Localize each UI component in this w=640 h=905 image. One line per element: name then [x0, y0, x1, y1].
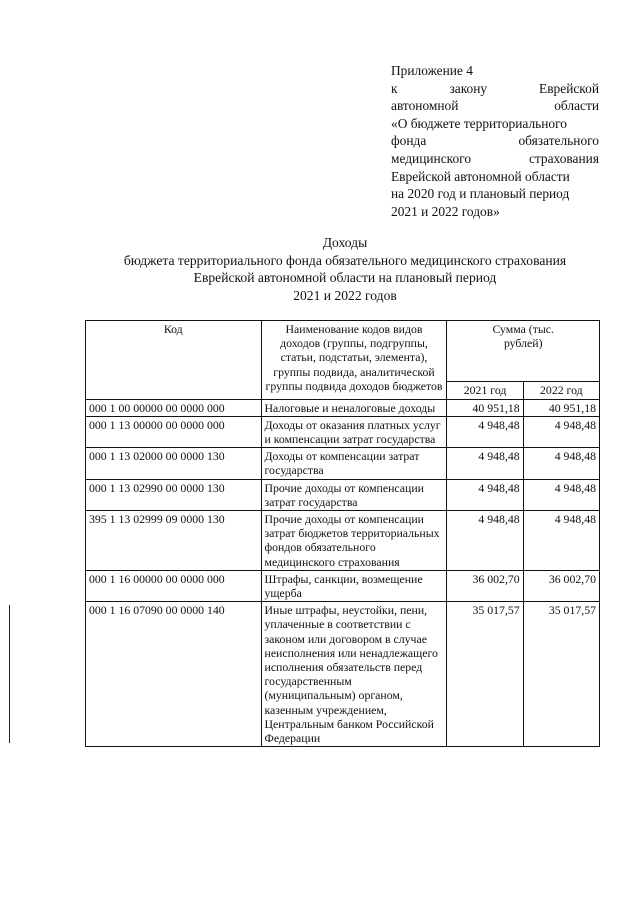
income-name: Прочие доходы от компенсации затрат государства [261, 479, 447, 510]
amount-2021: 4 948,48 [447, 448, 523, 479]
header-year-2021: 2021 год [447, 382, 523, 399]
appendix-block [391, 62, 599, 220]
table-row [86, 416, 600, 447]
income-code: 000 1 16 00000 00 0000 000 [86, 570, 262, 601]
appendix-line: «О бюджете территориального [391, 115, 567, 131]
amount-2021: 4 948,48 [447, 479, 523, 510]
income-code: 000 1 16 07090 00 0000 140 [86, 602, 262, 747]
title-line: бюджета территориального фонда обязательного медицинского страхования [123, 252, 567, 268]
header-sum: Сумма (тыс. рублей) [447, 321, 600, 382]
appendix-line: на 2020 год и плановый период [391, 186, 570, 202]
amount-2022: 36 002,70 [523, 570, 599, 601]
appendix-line: фонда обязательного [391, 133, 599, 149]
appendix-line: Еврейской автономной области [391, 168, 570, 184]
amount-2022: 4 948,48 [523, 511, 599, 571]
header-name: Наименование кодов видов доходов (группы, подгруппы, статьи, подстатьи, элемента), группы подвида, аналитической группы подвида доходов бюджетов [261, 321, 447, 400]
amount-2022: 40 951,18 [523, 399, 599, 416]
appendix-line: Приложение 4 [391, 63, 473, 78]
title-line: 2021 и 2022 годов [293, 287, 397, 303]
amount-2021: 36 002,70 [447, 570, 523, 601]
header-code: Код [86, 321, 262, 400]
income-name: Доходы от компенсации затрат государства [261, 448, 447, 479]
table-row [86, 399, 600, 416]
appendix-line: медицинского страхования [391, 150, 599, 166]
title-line: Еврейской автономной области на плановый период [193, 270, 497, 285]
amount-2022: 4 948,48 [523, 416, 599, 447]
document-title [80, 234, 610, 304]
income-code: 000 1 00 00000 00 0000 000 [86, 399, 262, 416]
header-year-2022: 2022 год [523, 382, 599, 399]
amount-2022: 4 948,48 [523, 448, 599, 479]
margin-line [9, 605, 10, 743]
amount-2022: 4 948,48 [523, 479, 599, 510]
income-name: Прочие доходы от компенсации затрат бюджетов территориальных фондов обязательного медицинского страхования [261, 511, 447, 571]
income-name: Штрафы, санкции, возмещение ущерба [261, 570, 447, 601]
income-name: Налоговые и неналоговые доходы [261, 399, 447, 416]
income-code: 000 1 13 02990 00 0000 130 [86, 479, 262, 510]
appendix-line: 2021 и 2022 годов» [391, 203, 500, 219]
table-header-row [86, 321, 600, 382]
table-row [86, 448, 600, 479]
amount-2021: 35 017,57 [447, 602, 523, 747]
income-code: 000 1 13 00000 00 0000 000 [86, 416, 262, 447]
income-name: Иные штрафы, неустойки, пени, уплаченные в соответствии с законом или договором в случае неисполнения или ненадлежащего исполнения обязательств перед государственным (муниципальным) органом, казенным учреждением, Центральным банком Российской Федерации [261, 602, 447, 747]
table-row [86, 479, 600, 510]
amount-2021: 4 948,48 [447, 511, 523, 571]
amount-2022: 35 017,57 [523, 602, 599, 747]
title-line: Доходы [322, 235, 368, 250]
table-row [86, 511, 600, 571]
income-code: 395 1 13 02999 09 0000 130 [86, 511, 262, 571]
income-table [85, 320, 600, 747]
table-row [86, 602, 600, 747]
amount-2021: 4 948,48 [447, 416, 523, 447]
income-name: Доходы от оказания платных услуг и компенсации затрат государства [261, 416, 447, 447]
amount-2021: 40 951,18 [447, 399, 523, 416]
appendix-line: к закону Еврейской [391, 80, 599, 96]
table-body [86, 399, 600, 747]
appendix-line: автономной области [391, 98, 599, 114]
income-code: 000 1 13 02000 00 0000 130 [86, 448, 262, 479]
table-row [86, 570, 600, 601]
